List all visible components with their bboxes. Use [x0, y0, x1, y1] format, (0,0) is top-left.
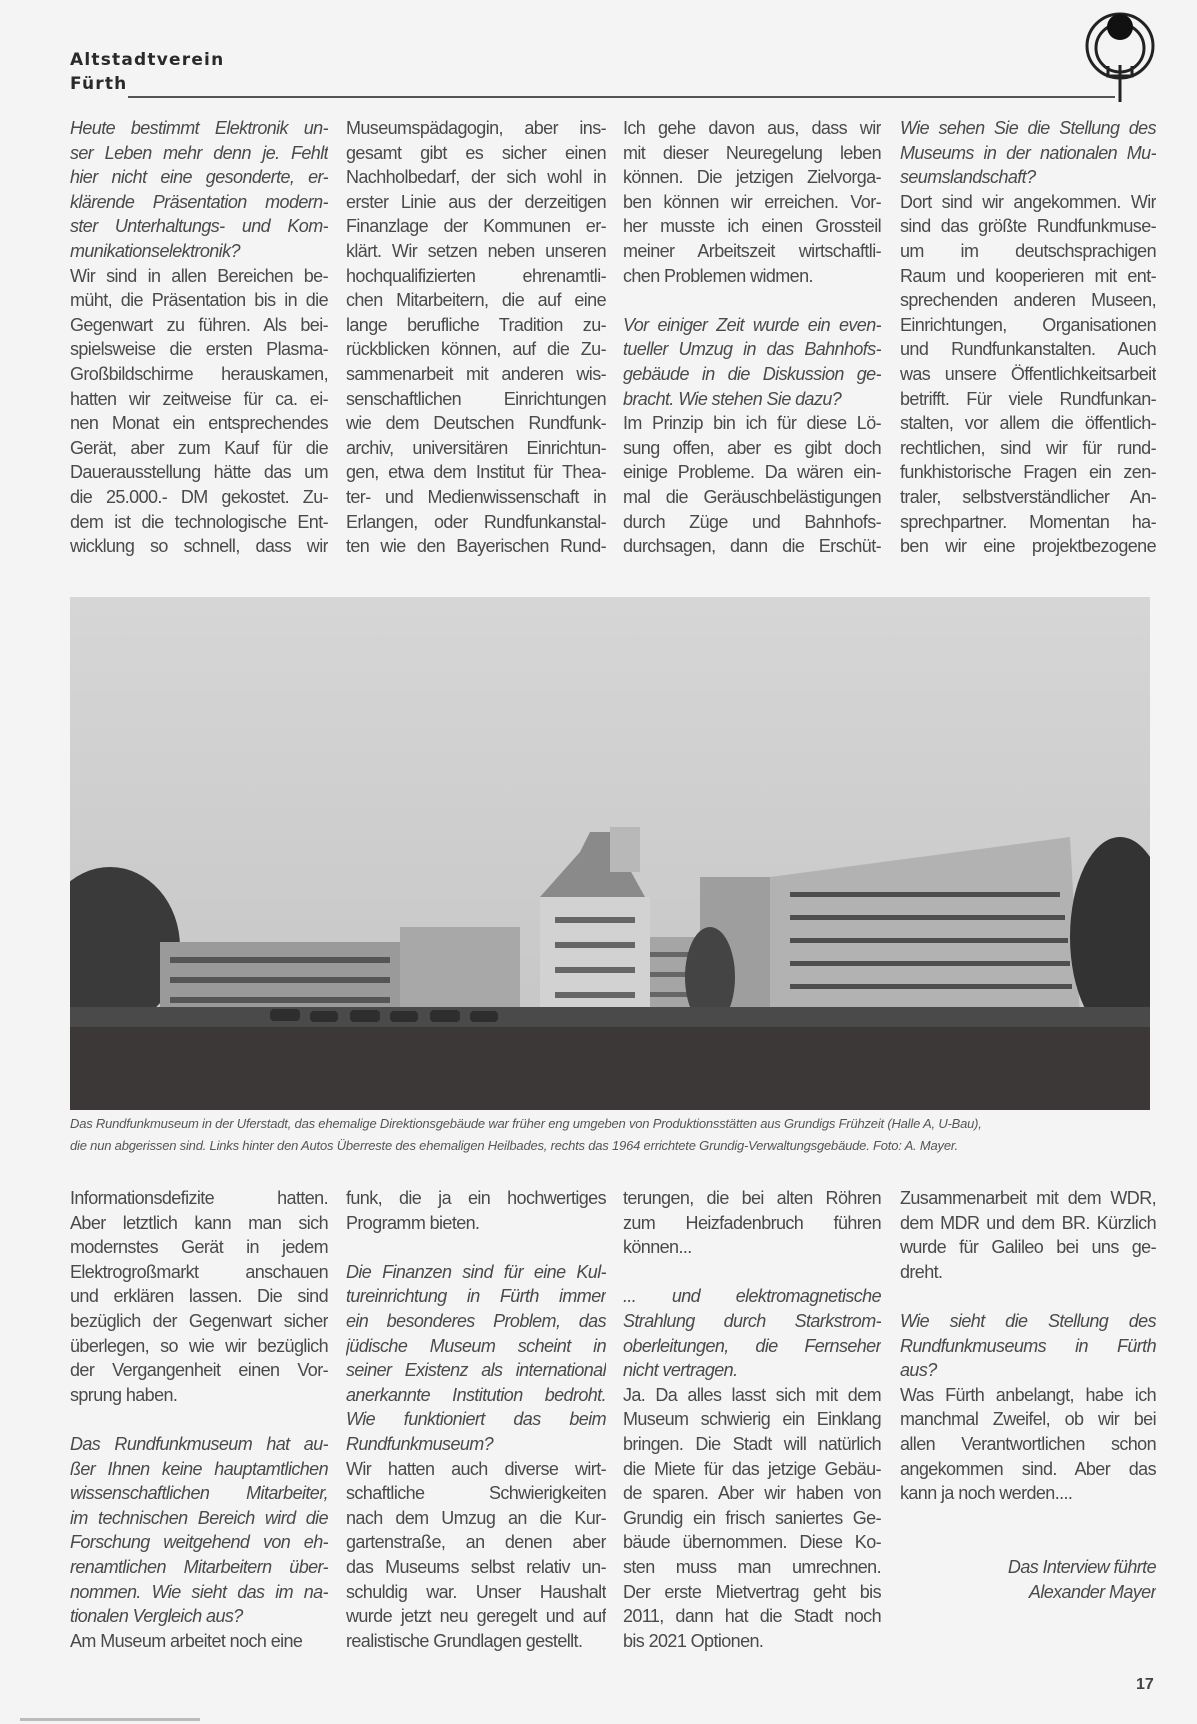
paragraph-spacer	[346, 1235, 606, 1260]
answer-text-line: sprung haben.	[70, 1384, 178, 1405]
bottom-column-1	[70, 1186, 328, 1653]
answer-text-line: Einrichtungen, Organisationen	[900, 314, 1156, 335]
answer-text-line: ben wir eine projektbezogene	[900, 536, 1156, 557]
header-title: Altstadtverein	[70, 50, 225, 70]
answer-text-line: Ich gehe davon aus, dass wir	[623, 118, 881, 138]
answer-text-line: Im Prinzip bin ich für diese Lö-	[623, 413, 881, 434]
answer-text-line: ben können wir erreichen. Vor-	[623, 191, 881, 212]
paragraph-spacer	[623, 288, 881, 313]
answer-text-line: bäude übernommen. Diese Ko-	[623, 1532, 881, 1553]
question-text-line: tionalen Vergleich aus?	[70, 1606, 243, 1627]
answer-text-line: einige Probleme. Da wären ein-	[623, 462, 881, 483]
question-text-line: renamtlichen Mitarbeitern über-	[70, 1556, 328, 1577]
answer-text-line: ten wie den Bayerischen Rund-	[346, 536, 606, 557]
question-text-line: ster Unterhaltungs- und Kom-	[70, 216, 328, 237]
answer-text-line: Erlangen, oder Rundfunkanstal-	[346, 511, 606, 532]
question-text-line: bracht. Wie stehen Sie dazu?	[623, 388, 842, 409]
paragraph-spacer	[623, 1260, 881, 1285]
answer-text-line: Informationsdefizite hatten.	[70, 1188, 328, 1208]
answer-text-line: überlegen, so wie wir bezüglich	[70, 1335, 328, 1356]
header-subtitle: Fürth	[70, 74, 128, 94]
question-text-line: Wie funktioniert das beim	[346, 1409, 606, 1430]
answer-text-line: um im deutschsprachigen	[900, 240, 1156, 261]
answer-text-line: die Miete für das jetzige Gebäu-	[623, 1458, 881, 1479]
answer-text-line: Gegenwart zu führen. Als bei-	[70, 314, 328, 335]
question-text-line: Museums in der nationalen Mu-	[900, 142, 1156, 163]
answer-text-line: müht, die Präsentation bis in die	[70, 290, 328, 311]
answer-text-line: ter- und Medienwissenschaft in	[346, 486, 606, 507]
top-column-1	[70, 116, 328, 559]
answer-text-line: Raum und kooperieren mit ent-	[900, 265, 1156, 286]
question-text-line: anerkannte Institution bedroht.	[346, 1384, 606, 1405]
answer-text-line: wurde jetzt neu geregelt und auf	[346, 1606, 606, 1627]
question-text-line: nommen. Wie sieht das im na-	[70, 1581, 328, 1602]
question-text-line: ßer Ihnen keine hauptamtlichen	[70, 1458, 328, 1479]
question-text-line: seumslandschaft?	[900, 167, 1036, 188]
answer-text-line: betrifft. Für viele Rundfunkan-	[900, 388, 1156, 409]
answer-text-line: schuldig war. Unser Haushalt	[346, 1581, 606, 1602]
answer-text-line: die 25.000.- DM gekostet. Zu-	[70, 486, 328, 507]
answer-text-line: mit dieser Neuregelung leben	[623, 142, 881, 163]
question-text-line: ser Leben mehr denn je. Fehlt	[70, 142, 328, 163]
question-text-line: Wie sieht die Stellung des	[900, 1310, 1156, 1331]
answer-text-line: hatten wir zeitweise für ca. ei-	[70, 388, 328, 409]
paragraph-spacer	[900, 1284, 1156, 1309]
answer-text-line: wicklung so schnell, dass wir	[70, 536, 328, 557]
answer-text-line: Finanzlage der Kommunen er-	[346, 216, 606, 237]
question-text-line: Vor einiger Zeit wurde ein even-	[623, 314, 881, 335]
question-text-line: Heute bestimmt Elektronik un-	[70, 118, 328, 138]
question-text-line: jüdische Museum scheint in	[346, 1335, 606, 1356]
answer-text-line: meiner Arbeitszeit wirtschaftli-	[623, 240, 881, 261]
answer-text-line: rechtlichen, sind wir für rund-	[900, 437, 1156, 458]
answer-text-line: nach dem Umzug an die Kur-	[346, 1507, 606, 1528]
top-column-2	[346, 116, 606, 559]
answer-text-line: das Museums selbst relativ un-	[346, 1556, 606, 1577]
answer-text-line: Zusammenarbeit mit dem WDR,	[900, 1188, 1156, 1208]
answer-text-line: spielsweise die ersten Plasma-	[70, 339, 328, 360]
bottom-column-3	[623, 1186, 881, 1653]
answer-text-line: wurde für Galileo bei uns ge-	[900, 1237, 1156, 1258]
answer-text-line: her musste ich einen Grossteil	[623, 216, 881, 237]
question-text-line: Rundfunkmuseum?	[346, 1433, 494, 1454]
answer-text-line: kann ja noch werden....	[900, 1483, 1073, 1504]
photo-caption-line-1: Das Rundfunkmuseum in der Uferstadt, das ehemalige Direktionsgebäude war früher eng umgeben von Produktionsstätten aus Grundigs Frühzeit (Halle A, U-Bau),	[70, 1116, 982, 1131]
answer-text-line: zum Heizfadenbruch führen	[623, 1212, 881, 1233]
answer-text-line: dreht.	[900, 1261, 943, 1282]
answer-text-line: gen, etwa dem Institut für Thea-	[346, 462, 606, 483]
answer-text-line: Gerät, aber zum Kauf für die	[70, 437, 328, 458]
answer-text-line: Der erste Mietvertrag geht bis	[623, 1581, 881, 1602]
bottom-column-4	[900, 1186, 1156, 1604]
question-text-line: nicht vertragen.	[623, 1360, 738, 1381]
answer-text-line: de sparen. Aber wir haben von	[623, 1483, 881, 1504]
answer-text-line: funkhistorische Fragen ein zen-	[900, 462, 1156, 483]
answer-text-line: Ja. Da alles lasst sich mit dem	[623, 1384, 881, 1405]
answer-text-line: chen Problemen widmen.	[623, 265, 813, 286]
answer-text-line: durch Züge und Bahnhofs-	[623, 511, 881, 532]
answer-text-line: sind das größte Rundfunkmuse-	[900, 216, 1156, 237]
answer-text-line: sten muss man umrechnen.	[623, 1556, 881, 1577]
answer-text-line: Wir hatten auch diverse wirt-	[346, 1458, 606, 1479]
question-text-line: ein besonderes Problem, das	[346, 1310, 606, 1331]
bottom-column-2	[346, 1186, 606, 1653]
answer-text-line: sammenarbeit mit anderen wis-	[346, 363, 606, 384]
question-text-line: Das Rundfunkmuseum hat au-	[70, 1433, 328, 1454]
answer-text-line: durchsagen, dann die Erschüt-	[623, 536, 881, 557]
answer-text-line: manchmal Zweifel, ob wir bei	[900, 1409, 1156, 1430]
question-text-line: hier nicht eine gesonderte, er-	[70, 167, 328, 188]
answer-text-line: traler, selbstverständlicher An-	[900, 486, 1156, 507]
answer-text-line: dem ist die technologische Ent-	[70, 511, 328, 532]
answer-text-line: und erklären lassen. Die sind	[70, 1286, 328, 1307]
answer-text-line: gartenstraße, an denen aber	[346, 1532, 606, 1553]
answer-text-line: stalten, vor allem die öffentlich-	[900, 413, 1156, 434]
answer-text-line: senschaftlichen Einrichtungen	[346, 388, 606, 409]
question-text-line: Rundfunkmuseums in Fürth	[900, 1335, 1156, 1356]
answer-text-line: nen Monat ein entsprechendes	[70, 413, 328, 434]
answer-text-line: dem MDR und dem BR. Kürzlich	[900, 1212, 1156, 1233]
answer-text-line: sprechenden anderen Museen,	[900, 290, 1156, 311]
answer-text-line: gesamt gibt es sicher einen	[346, 142, 606, 163]
answer-text-line: lange berufliche Tradition zu-	[346, 314, 606, 335]
answer-text-line: schaftliche Schwierigkeiten	[346, 1483, 606, 1504]
question-text-line: Das Interview führte	[1007, 1556, 1156, 1577]
top-column-4	[900, 116, 1156, 559]
answer-text-line: Großbildschirme herauskamen,	[70, 363, 328, 384]
question-text-line: wissenschaftlichen Mitarbeiter,	[70, 1483, 328, 1504]
answer-text-line: Museum schwierig ein Einklang	[623, 1409, 881, 1430]
answer-text-line: Was Fürth anbelangt, habe ich	[900, 1384, 1156, 1405]
answer-text-line: angekommen sind. Aber das	[900, 1458, 1156, 1479]
answer-text-line: chen Mitarbeitern, die auf eine	[346, 290, 606, 311]
question-text-line: Forschung weitgehend von eh-	[70, 1532, 328, 1553]
question-text-line: aus?	[900, 1360, 937, 1381]
answer-text-line: Museumspädagogin, aber ins-	[346, 118, 606, 138]
paragraph-spacer	[900, 1530, 1156, 1555]
answer-text-line: allen Verantwortlichen schon	[900, 1433, 1156, 1454]
answer-text-line: können. Die jetzigen Zielvorga-	[623, 167, 881, 188]
question-text-line: Strahlung durch Starkstrom-	[623, 1310, 881, 1331]
museum-photo	[70, 597, 1150, 1110]
question-text-line: Wie sehen Sie die Stellung des	[900, 118, 1156, 138]
answer-text-line: 2011, dann hat die Stadt noch	[623, 1606, 881, 1627]
question-text-line: tureinrichtung in Fürth immer	[346, 1286, 606, 1307]
answer-text-line: was unsere Öffentlichkeitsarbeit	[900, 363, 1156, 384]
photo-caption-line-2: die nun abgerissen sind. Links hinter den Autos Überreste des ehemaligen Heilbades, rechts das 1964 errichtete Grundig-Verwaltungsgebäude. Foto: A. Mayer.	[70, 1138, 958, 1153]
answer-text-line: sprechpartner. Momentan ha-	[900, 511, 1156, 532]
top-column-3	[623, 116, 881, 559]
answer-text-line: bis 2021 Optionen.	[623, 1630, 764, 1651]
answer-text-line: Programm bieten.	[346, 1212, 480, 1233]
answer-text-line: modernstes Gerät in jedem	[70, 1237, 328, 1258]
answer-text-line: Wir sind in allen Bereichen be-	[70, 265, 328, 286]
answer-text-line: Dauerausstellung hätte das um	[70, 462, 328, 483]
header-rule	[128, 96, 1115, 98]
answer-text-line: können...	[623, 1237, 692, 1258]
question-text-line: im technischen Bereich wird die	[70, 1507, 328, 1528]
answer-text-line: Aber letztlich kann man sich	[70, 1212, 328, 1233]
answer-text-line: klärt. Wir setzen neben unseren	[346, 240, 606, 261]
club-logo-icon	[1082, 10, 1158, 102]
answer-text-line: archiv, universitären Einrichtun-	[346, 437, 606, 458]
question-text-line: oberleitungen, die Fernseher	[623, 1335, 881, 1356]
answer-text-line: wie dem Deutschen Rundfunk-	[346, 413, 606, 434]
answer-text-line: terungen, die bei alten Röhren	[623, 1188, 881, 1208]
answer-text-line: Am Museum arbeitet noch eine	[70, 1630, 303, 1651]
answer-text-line: rückblicken können, auf die Zu-	[346, 339, 606, 360]
question-text-line: klärende Präsentation modern-	[70, 191, 328, 212]
question-text-line: tueller Umzug in das Bahnhofs-	[623, 339, 881, 360]
answer-text-line: Elektrogroßmarkt anschauen	[70, 1261, 328, 1282]
answer-text-line: und Rundfunkanstalten. Auch	[900, 339, 1156, 360]
question-text-line: Die Finanzen sind für eine Kul-	[346, 1261, 606, 1282]
question-text-line: Alexander Mayer	[1028, 1581, 1156, 1602]
answer-text-line: erster Linie aus der derzeitigen	[346, 191, 606, 212]
answer-text-line: hochqualifizierten ehrenamtli-	[346, 265, 606, 286]
answer-text-line: sung offen, aber es gibt doch	[623, 437, 881, 458]
answer-text-line: Grundig ein frisch saniertes Ge-	[623, 1507, 881, 1528]
bottom-edge-rule	[20, 1718, 200, 1721]
answer-text-line: Nachholbedarf, der sich wohl in	[346, 167, 606, 188]
question-text-line: munikationselektronik?	[70, 240, 240, 261]
answer-text-line: mal die Geräuschbelästigungen	[623, 486, 881, 507]
question-text-line: gebäude in die Diskussion ge-	[623, 363, 881, 384]
paragraph-spacer	[70, 1407, 328, 1432]
question-text-line: seiner Existenz als international	[346, 1360, 606, 1381]
answer-text-line: funk, die ja ein hochwertiges	[346, 1188, 606, 1208]
answer-text-line: realistische Grundlagen gestellt.	[346, 1630, 583, 1651]
answer-text-line: bringen. Die Stadt will natürlich	[623, 1433, 881, 1454]
question-text-line: ... und elektromagnetische	[623, 1286, 881, 1307]
answer-text-line: der Vergangenheit einen Vor-	[70, 1360, 328, 1381]
page-number: 17	[1136, 1676, 1154, 1693]
paragraph-spacer	[900, 1506, 1156, 1531]
answer-text-line: Dort sind wir angekommen. Wir	[900, 191, 1156, 212]
answer-text-line: bezüglich der Gegenwart sicher	[70, 1310, 328, 1331]
